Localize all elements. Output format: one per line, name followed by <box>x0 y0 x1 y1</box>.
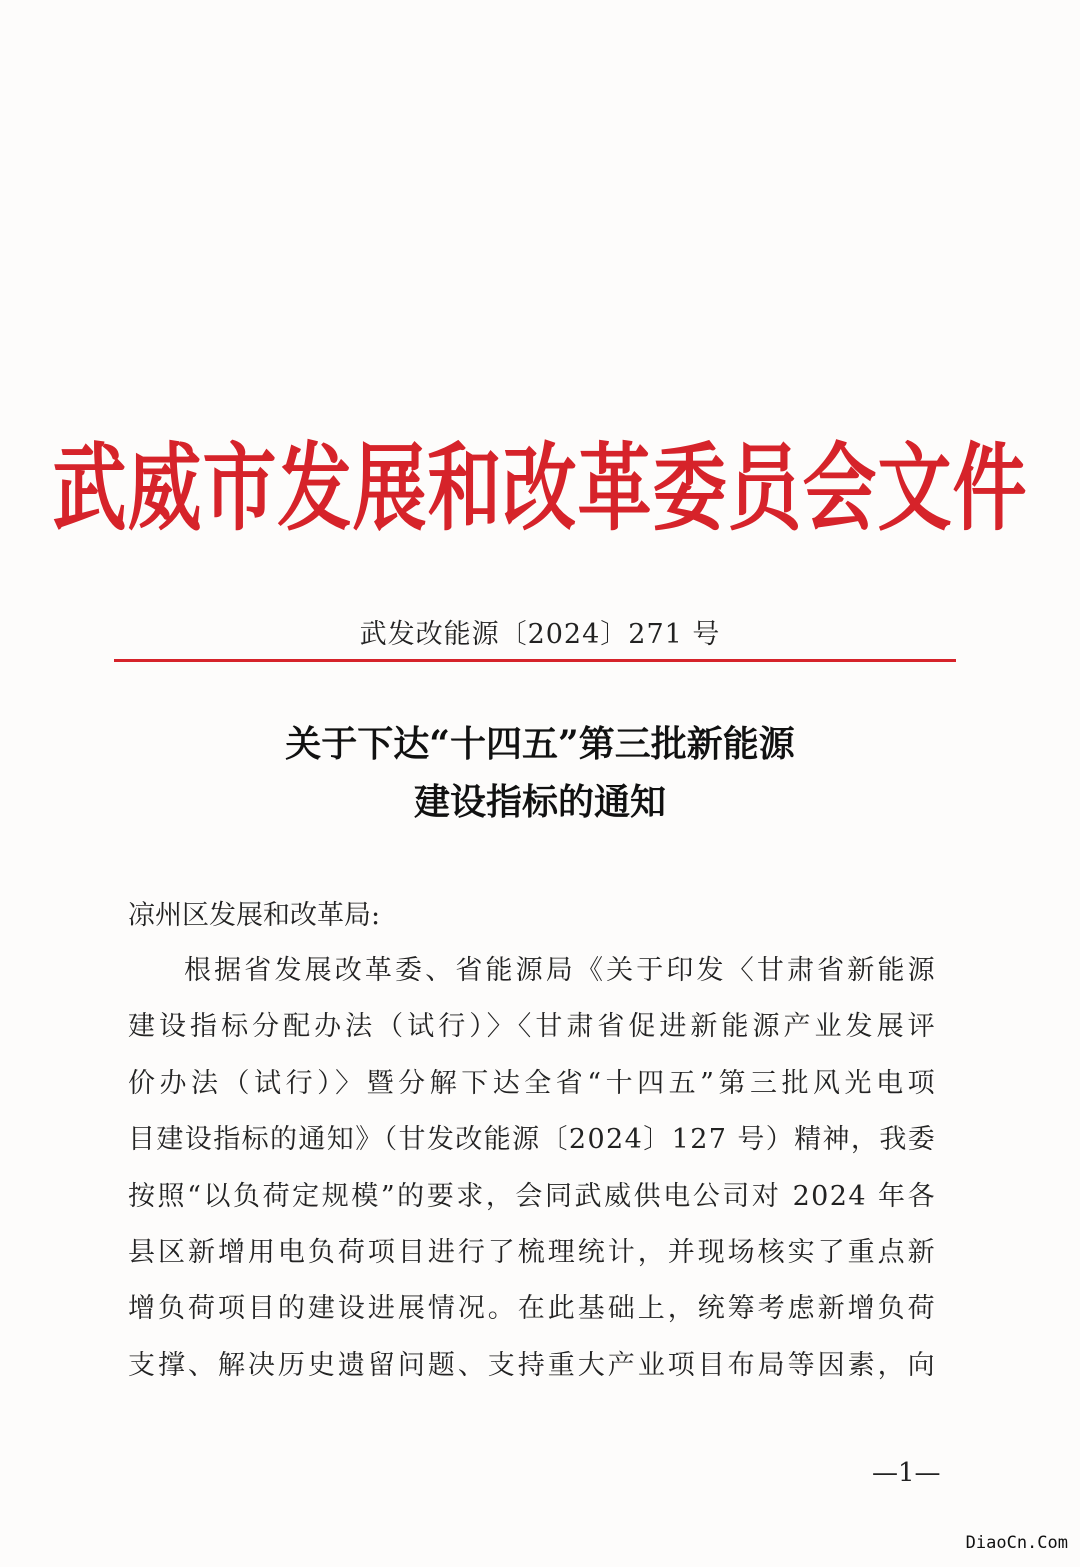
red-divider <box>114 659 956 662</box>
body-line: 县区新增用电负荷项目进行了梳理统计，并现场核实了重点新 <box>128 1237 936 1269</box>
body-line: 价办法（试行）〉暨分解下达全省“十四五”第三批风光电项 <box>128 1067 936 1099</box>
body-line: 目建设指标的通知》（甘发改能源〔2024〕127 号）精神，我委 <box>128 1124 937 1156</box>
body-line: 增负荷项目的建设进展情况。在此基础上，统筹考虑新增负荷 <box>128 1293 936 1325</box>
body-paragraph <box>128 943 936 1394</box>
document-number: 武发改能源〔2024〕271 号 <box>359 619 721 650</box>
salutation: 凉州区发展和改革局: <box>128 900 381 931</box>
body-line: 按照“以负荷定规模”的要求，会同武威供电公司对 2024 年各 <box>128 1180 936 1212</box>
title-line: 关于下达“十四五”第三批新能源 <box>285 723 795 765</box>
document-title <box>0 715 1080 831</box>
document-masthead: 武威市发展和改革委员会文件 <box>52 433 1028 544</box>
title-line: 建设指标的通知 <box>413 781 666 823</box>
site-watermark: DiaoCn.Com <box>965 1533 1068 1553</box>
body-line: 根据省发展改革委、省能源局《关于印发〈甘肃省新能源 <box>184 955 936 986</box>
body-line: 支撑、解决历史遗留问题、支持重大产业项目布局等因素，向 <box>128 1349 936 1381</box>
body-line: 建设指标分配办法（试行）〉〈甘肃省促进新能源产业发展评 <box>128 1011 936 1043</box>
page-number: —1— <box>872 1458 941 1488</box>
